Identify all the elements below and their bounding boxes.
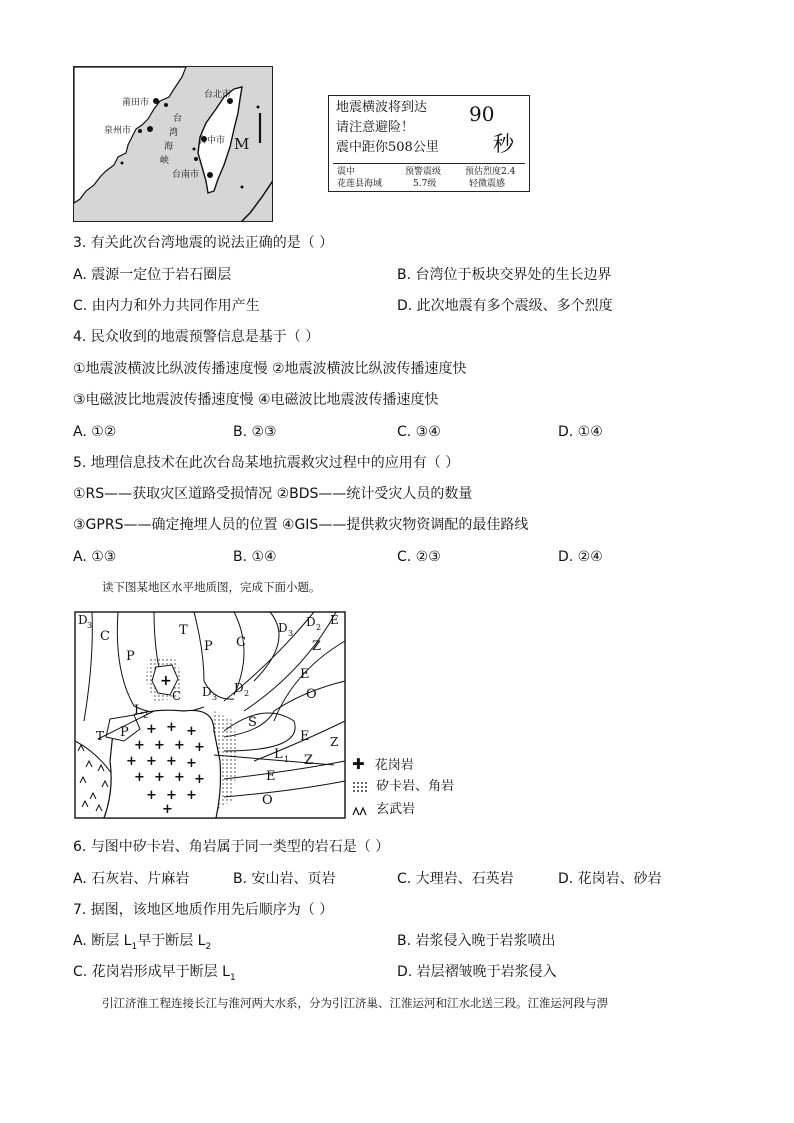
alert-header-intensity: 预估烈度2.4: [465, 167, 516, 177]
q7-a-sub-1: 1: [131, 941, 138, 952]
city-tainan-label: 台南市: [172, 170, 200, 180]
q5-statement-1: ①RS——获取灾区道路受损情况 ②BDS——统计受灾人员的数量: [73, 486, 473, 502]
geo-label-c3: C: [172, 689, 182, 703]
geo-label-d2-top: D: [306, 615, 316, 629]
legend-granite-label: 花岗岩: [374, 758, 414, 773]
q3-option-d: D. 此次地震有多个震级、多个烈度: [397, 298, 613, 314]
taiwan-map: [73, 66, 273, 222]
q4-statement-1: ①地震波横波比纵波传播速度慢 ②地震波横波比纵波传播速度快: [73, 361, 467, 377]
svg-text:+: +: [186, 756, 197, 771]
strait-char-1: 台: [173, 114, 183, 124]
q7-c-text: C. 花岗岩形成早于断层 L: [73, 964, 230, 980]
geo-sub-l1: 1: [284, 755, 290, 764]
geo-sub-3c: 3: [212, 693, 218, 702]
geo-sub-2a: 2: [316, 623, 322, 632]
svg-text:+: +: [146, 754, 157, 769]
geo-label-l2: L: [134, 703, 143, 718]
q4-stem: 4. 民众收到的地震预警信息是基于（ ）: [73, 329, 320, 345]
svg-text:+: +: [126, 754, 137, 769]
svg-text:+: +: [166, 754, 177, 769]
geologic-map: [74, 611, 346, 819]
alert-header-epicenter: 震中: [337, 167, 356, 177]
geo-label-z1: Z: [312, 639, 322, 654]
q7-option-d: D. 岩层褶皱晚于岩浆侵入: [397, 964, 557, 980]
geo-label-c1: C: [100, 629, 110, 644]
geo-label-e2: E: [300, 667, 310, 682]
q5-option-b: B. ①④: [233, 549, 277, 565]
geo-label-d3-mid: D: [202, 685, 212, 699]
q4-option-a: A. ①②: [73, 424, 117, 440]
geo-label-z3: Z: [304, 753, 314, 768]
alert-line-2: 请注意避险！: [336, 120, 415, 135]
geo-label-e4: E: [266, 769, 276, 784]
q4-option-d: D. ①④: [558, 424, 603, 440]
svg-text:+: +: [134, 738, 145, 753]
geo-label-t1: T: [179, 623, 188, 638]
svg-text:+: +: [160, 673, 172, 689]
countdown-number: 90: [469, 102, 495, 126]
geo-sub-3b: 3: [288, 629, 294, 638]
svg-text:+: +: [154, 770, 165, 785]
q7-option-a: [73, 932, 211, 956]
q5-option-d: D. ②④: [558, 549, 603, 565]
countdown-unit: 秒: [493, 132, 514, 156]
q4-option-c: C. ③④: [397, 424, 441, 440]
q5-option-a: A. ①③: [73, 549, 117, 565]
q7-c-sub: 1: [229, 972, 236, 983]
q7-a-sub-2: 2: [205, 941, 212, 952]
q7-option-b: B. 岩浆侵入晚于岩浆喷出: [397, 933, 556, 949]
svg-text:+: +: [146, 722, 157, 737]
city-putian-label: 莆田市: [122, 98, 150, 108]
geo-label-o1: O: [306, 687, 317, 702]
q5-statement-2: ③GPRS——确定掩埋人员的位置 ④GIS——提供救灾物资调配的最佳路线: [73, 517, 529, 533]
q6-option-d: D. 花岗岩、砂岩: [558, 871, 662, 887]
strait-char-4: 峡: [160, 156, 170, 166]
legend-granite: [352, 756, 414, 774]
q6-stem: 6. 与图中矽卡岩、角岩属于同一类型的岩石是（ ）: [73, 839, 390, 855]
city-taipei-label: 台北市: [204, 90, 232, 100]
svg-text:+: +: [194, 740, 205, 755]
marker-m-label: M: [234, 135, 250, 153]
q4-option-b: B. ②③: [233, 424, 277, 440]
geo-label-d2-mid: D: [234, 681, 244, 695]
svg-text:+: +: [186, 724, 197, 739]
q7-stem: 7. 据图，该地区地质作用先后顺序为（ ）: [73, 902, 334, 918]
strait-char-2: 湾: [169, 128, 179, 138]
q3-option-b: B. 台湾位于板块交界处的生长边界: [397, 267, 612, 283]
alert-line-3: 震中距你508公里: [336, 140, 439, 155]
svg-text:+: +: [174, 770, 185, 785]
geo-label-l1: L: [274, 747, 283, 762]
svg-text:+: +: [166, 788, 177, 803]
geo-label-p3: P: [120, 725, 129, 740]
skarn-symbol-icon: [352, 781, 368, 792]
q5-option-c: C. ②③: [397, 549, 441, 565]
geo-label-p1: P: [126, 649, 135, 664]
alert-divider: [333, 163, 525, 164]
svg-text:+: +: [186, 788, 197, 803]
geo-label-p2: P: [204, 639, 213, 654]
section-intro-canal: 引江济淮工程连接长江与淮河两大水系，分为引江济巢、江淮运河和江水北送三段。江淮运河段与淠: [102, 996, 608, 1010]
q7-option-c: [73, 963, 236, 987]
geo-label-d3-top: D: [278, 621, 288, 635]
geo-sub-l2: 2: [143, 711, 149, 720]
geo-label-e3: E: [300, 729, 310, 744]
q3-option-a: A. 震源一定位于岩石圈层: [73, 267, 232, 283]
q6-option-a: A. 石灰岩、片麻岩: [73, 871, 190, 887]
alert-value-intensity: 轻微震感: [469, 179, 506, 189]
legend-basalt-label: 玄武岩: [376, 802, 416, 817]
q7-a-text-2: 早于断层 L: [137, 933, 206, 949]
q7-a-text-1: A. 断层 L: [73, 933, 132, 949]
svg-text:+: +: [162, 802, 173, 817]
geo-label-o2: O: [262, 793, 273, 808]
legend-skarn-label: 矽卡岩、角岩: [376, 779, 455, 794]
legend-basalt: [352, 802, 415, 818]
granite-symbol-icon: ✚: [352, 755, 365, 773]
svg-text:+: +: [134, 770, 145, 785]
q3-stem: 3. 有关此次台湾地震的说法正确的是（ ）: [73, 235, 334, 251]
basalt-symbol-icon: [352, 804, 368, 816]
city-taichung-label: 台中市: [198, 136, 226, 146]
q4-statement-2: ③电磁波比地震波传播速度慢 ④电磁波比地震波传播速度快: [73, 392, 439, 408]
section-intro-geology: 读下图某地区水平地质图，完成下面小题。: [102, 580, 321, 594]
geo-label-e1: E: [330, 613, 339, 627]
geo-label-t2: T: [96, 729, 105, 743]
svg-text:+: +: [154, 738, 165, 753]
geo-label-s1: S: [248, 715, 257, 730]
svg-text:+: +: [194, 772, 205, 787]
alert-line-1: 地震横波将到达: [336, 100, 428, 115]
q6-option-c: C. 大理岩、石英岩: [397, 871, 514, 887]
svg-text:+: +: [174, 738, 185, 753]
q5-stem: 5. 地理信息技术在此次台岛某地抗震救灾过程中的应用有（ ）: [73, 455, 460, 471]
geo-label-d3-topleft: D: [78, 613, 88, 627]
geo-label-c2: C: [236, 635, 246, 650]
geo-label-z2: Z: [330, 735, 339, 749]
alert-header-magnitude: 预警震级: [405, 167, 442, 177]
q3-option-c: C. 由内力和外力共同作用产生: [73, 298, 260, 314]
geo-sub-2b: 2: [244, 689, 250, 698]
alert-value-epicenter: 花莲县海域: [337, 179, 383, 189]
strait-char-3: 海: [164, 142, 174, 152]
q6-option-b: B. 安山岩、页岩: [233, 871, 336, 887]
svg-text:+: +: [166, 720, 177, 735]
city-quanzhou-label: 泉州市: [104, 126, 132, 136]
geo-sub-3a: 3: [87, 621, 93, 630]
svg-text:+: +: [146, 788, 157, 803]
alert-value-magnitude: 5.7级: [413, 179, 437, 189]
legend-skarn: [352, 779, 454, 795]
earthquake-alert-box: [328, 95, 530, 192]
